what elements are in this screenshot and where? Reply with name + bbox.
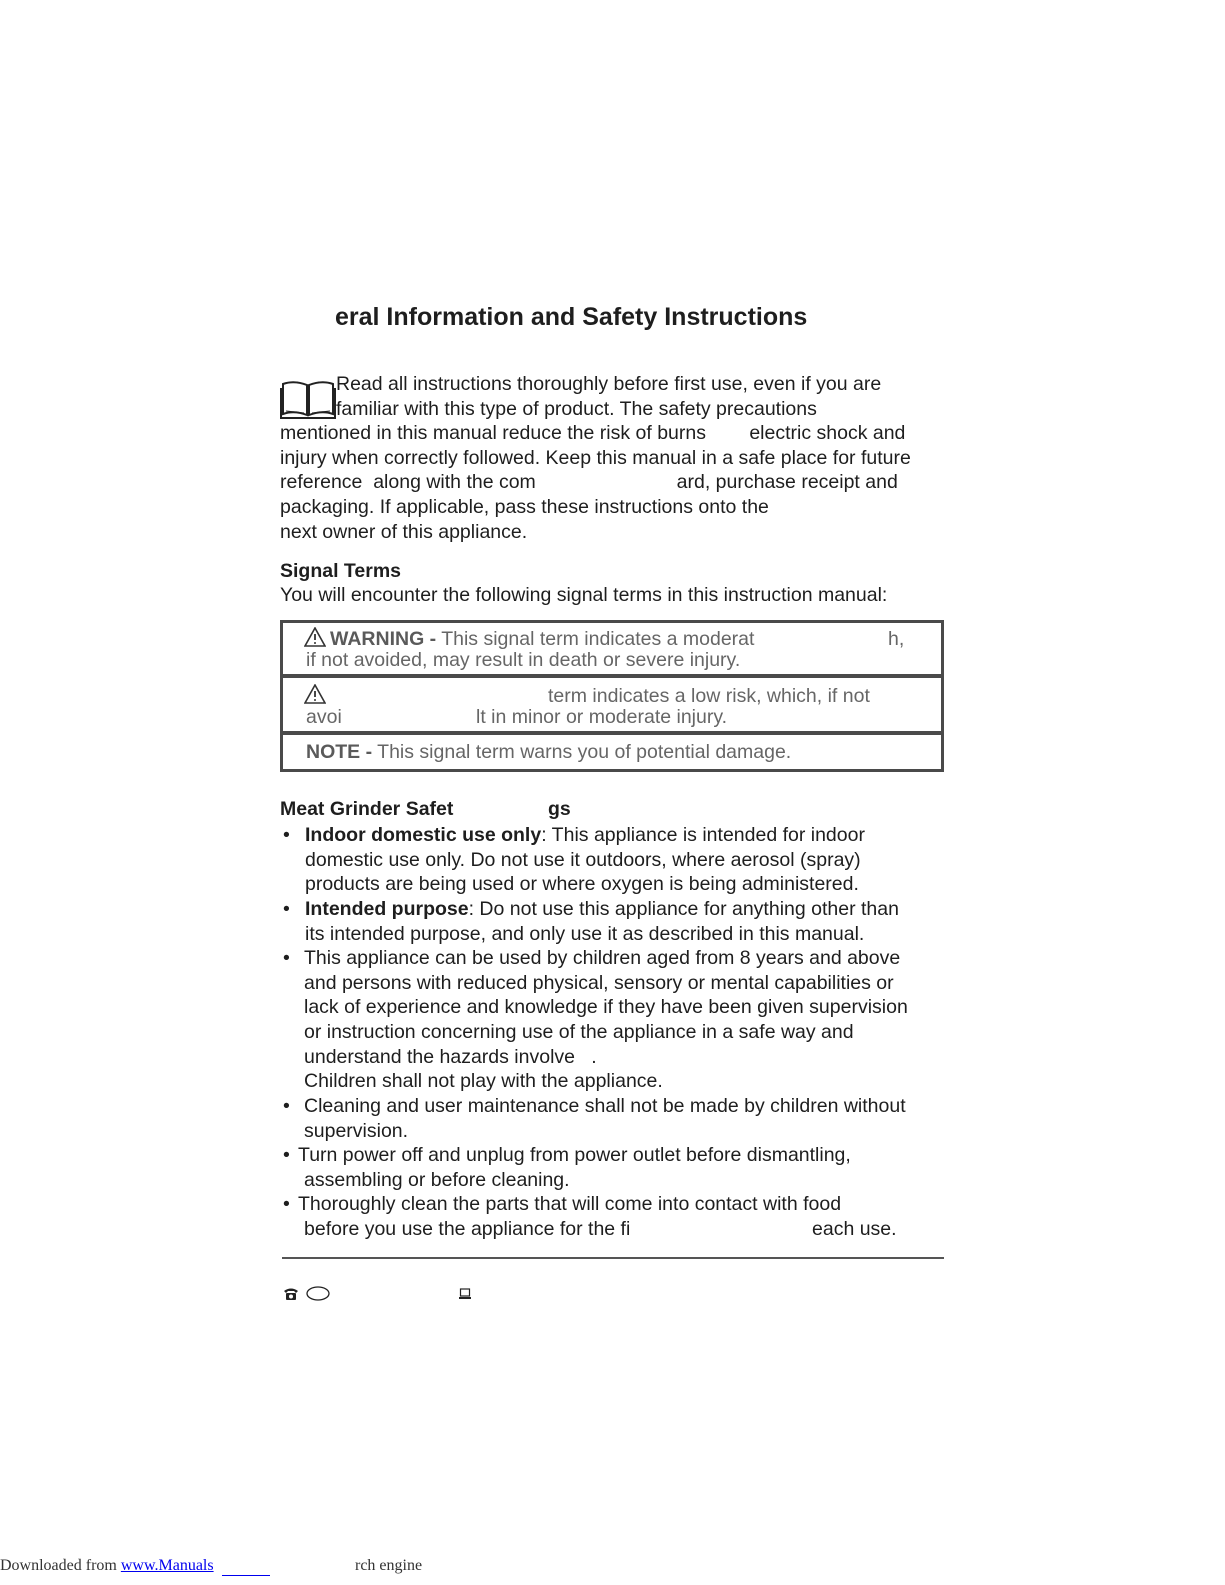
safety-item-3-line-6: Children shall not play with the appliance.	[304, 1070, 663, 1092]
safety-item-2-label: Intended purpose	[305, 898, 469, 920]
caution-line-2a: avoi	[306, 706, 342, 728]
bullet-marker: •	[283, 824, 290, 846]
book-icon	[280, 378, 336, 420]
download-footer-suffix: rch engine	[355, 1557, 423, 1574]
download-footer-prefix: Downloaded from	[0, 1557, 121, 1574]
safety-item-1-line-1	[305, 823, 865, 848]
note-text: This signal term warns you of potential damage.	[372, 741, 792, 763]
safety-item-6-line-2: before you use the appliance for the fi	[304, 1218, 631, 1240]
warning-line-2: if not avoided, may result in death or severe injury.	[306, 649, 741, 671]
safety-item-2-line-1	[305, 897, 899, 922]
intro-line-2: familiar with this type of product. The safety precautions	[336, 398, 817, 420]
safety-item-6-line-3: each use.	[812, 1218, 897, 1240]
safety-item-3-line-4: or instruction concerning use of the appliance in a safe way and	[304, 1021, 854, 1043]
bullet-marker: •	[283, 1095, 290, 1117]
safety-heading-part-2: gs	[548, 798, 571, 820]
safety-item-3-line-3: lack of experience and knowledge if they have been given supervision	[304, 996, 908, 1018]
note-line	[306, 742, 791, 763]
warning-line-1	[330, 629, 754, 650]
warning-line-1-tail: h,	[888, 628, 905, 650]
intro-line-4: injury when correctly followed. Keep this manual in a safe place for future	[280, 447, 911, 469]
intro-line-7: next owner of this appliance.	[280, 521, 528, 543]
intro-line-1: Read all instructions thoroughly before first use, even if you are	[336, 373, 882, 395]
safety-item-3-line-5: understand the hazards involve .	[304, 1046, 597, 1068]
safety-item-1-text: : This appliance is intended for indoor	[541, 824, 865, 846]
manuals-link-underline	[222, 1575, 270, 1576]
safety-item-5-line-2: assembling or before cleaning.	[304, 1169, 570, 1191]
caution-line-1: term indicates a low risk, which, if not	[548, 685, 870, 707]
laptop-icon	[458, 1288, 472, 1300]
download-footer	[0, 1557, 214, 1575]
oval-icon	[306, 1286, 330, 1301]
bullet-marker: •	[283, 898, 290, 920]
safety-item-6-line-1: Thoroughly clean the parts that will come into contact with food	[298, 1193, 842, 1215]
caution-triangle-icon	[304, 684, 326, 704]
caution-line-2b: lt in minor or moderate injury.	[476, 706, 728, 728]
page-title: eral Information and Safety Instructions	[335, 303, 808, 331]
intro-line-5: reference along with the com ard, purchase receipt and	[280, 471, 898, 493]
safety-item-1-line-3: products are being used or where oxygen is being administered.	[305, 873, 859, 895]
safety-item-5-line-1: Turn power off and unplug from power outlet before dismantling,	[298, 1144, 851, 1166]
signal-terms-heading: Signal Terms	[280, 560, 402, 582]
phone-icon	[282, 1287, 300, 1301]
signal-terms-subtext: You will encounter the following signal terms in this instruction manual:	[280, 584, 888, 606]
safety-heading-part-1: Meat Grinder Safet	[280, 798, 454, 820]
intro-line-3: mentioned in this manual reduce the risk of burns electric shock and	[280, 422, 906, 444]
safety-item-2-text: : Do not use this appliance for anything other than	[468, 898, 899, 920]
safety-item-1-label: Indoor domestic use only	[305, 824, 542, 846]
safety-item-4-line-2: supervision.	[304, 1120, 409, 1142]
intro-line-6: packaging. If applicable, pass these instructions onto the	[280, 496, 769, 518]
bullet-marker: •	[283, 1144, 290, 1166]
warning-text: This signal term indicates a moderat	[436, 628, 755, 650]
safety-item-3-line-2: and persons with reduced physical, sensory or mental capabilities or	[304, 972, 894, 994]
safety-item-1-line-2: domestic use only. Do not use it outdoors, where aerosol (spray)	[305, 849, 861, 871]
note-label: NOTE -	[306, 741, 373, 763]
bullet-marker: •	[283, 1193, 290, 1215]
safety-item-2-line-2: its intended purpose, and only use it as described in this manual.	[305, 923, 865, 945]
safety-item-3-line-1: This appliance can be used by children aged from 8 years and above	[304, 947, 901, 969]
safety-item-4-line-1: Cleaning and user maintenance shall not be made by children without	[304, 1095, 906, 1117]
manuals-link[interactable]: www.Manuals	[120, 1557, 214, 1574]
bullet-marker: •	[283, 947, 290, 969]
warning-triangle-icon	[304, 627, 326, 647]
footer-divider	[282, 1257, 944, 1259]
warning-label: WARNING -	[330, 628, 437, 650]
